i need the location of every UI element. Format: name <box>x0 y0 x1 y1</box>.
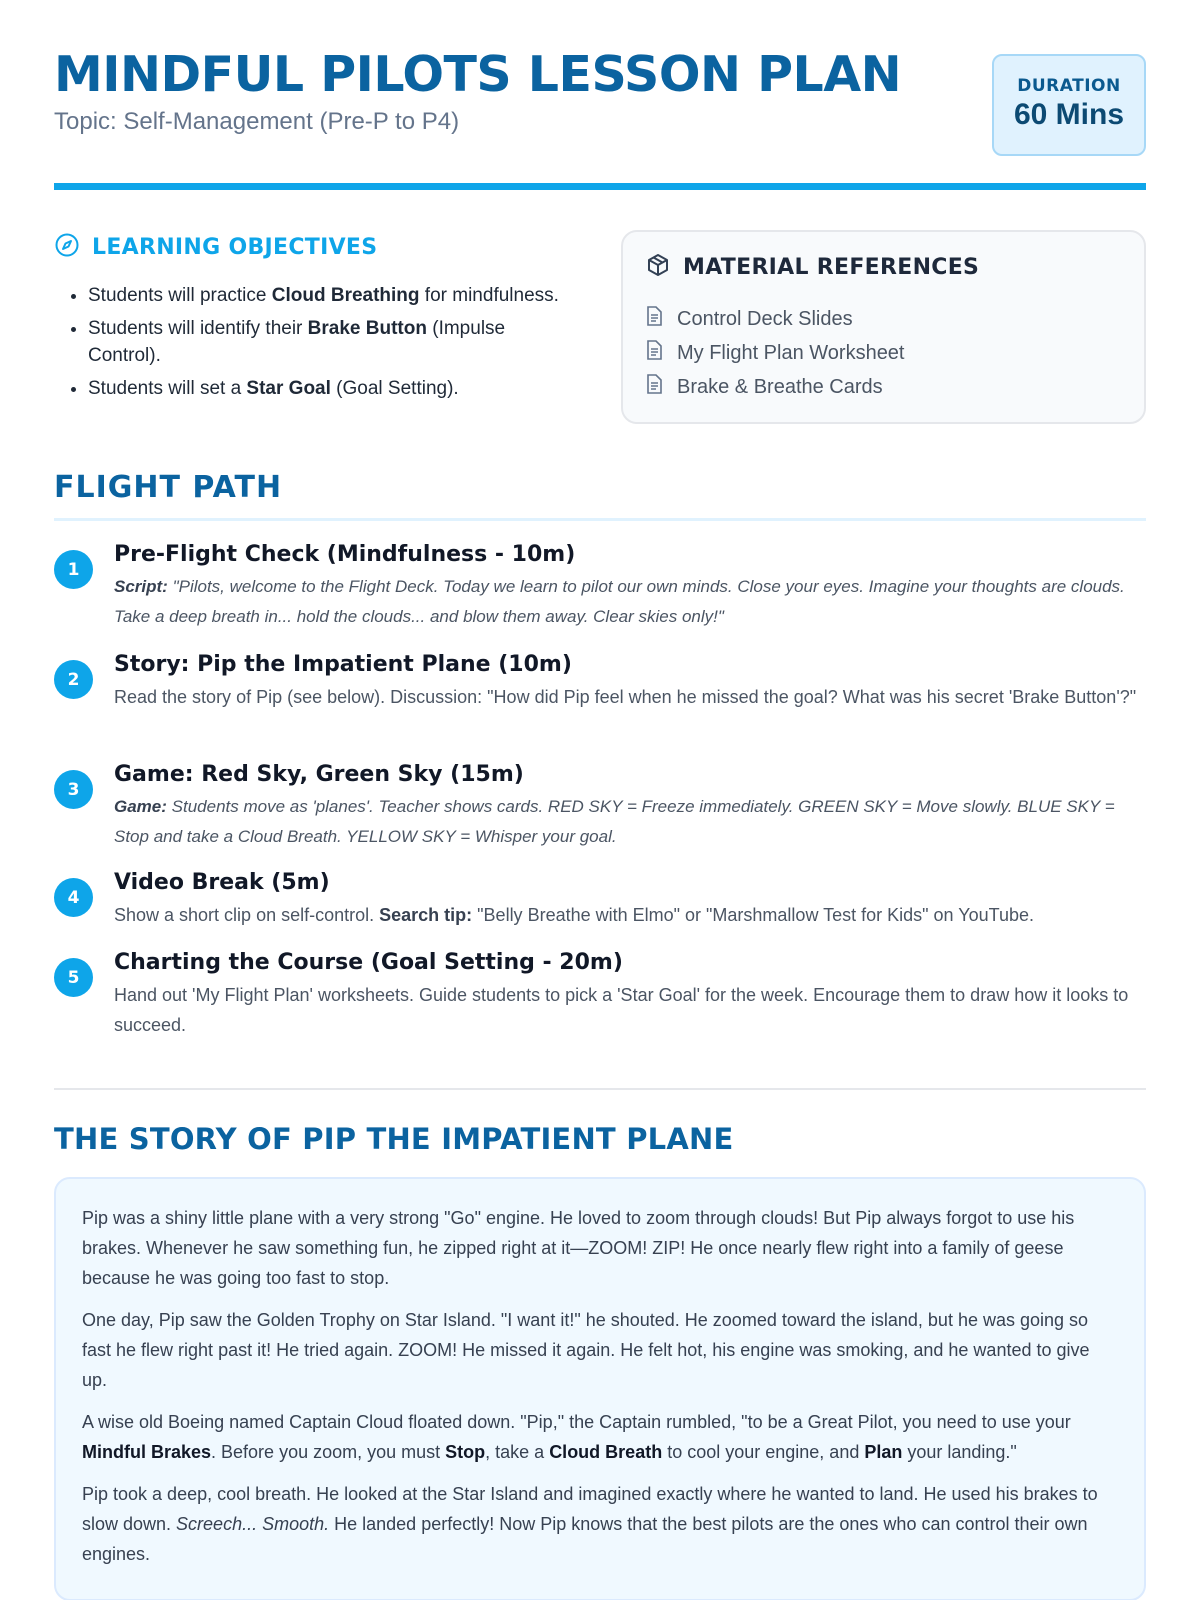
material-item <box>645 370 1122 404</box>
objective-text: Students will practice <box>88 285 272 306</box>
story-emphasis: Screech... Smooth. <box>176 1514 330 1534</box>
step-title: Charting the Course (Goal Setting - 20m) <box>114 950 623 975</box>
material-link[interactable]: Brake & Breathe Cards <box>677 375 883 398</box>
objective-item <box>88 375 574 402</box>
compass-icon <box>54 232 80 262</box>
story-paragraph <box>82 1407 1118 1467</box>
header <box>54 48 1146 158</box>
step-body <box>114 868 1146 930</box>
story-text: your landing." <box>902 1442 1017 1462</box>
box-icon <box>645 252 671 282</box>
material-item <box>645 336 1122 370</box>
duration-value: 60 Mins <box>1013 98 1125 131</box>
step-description <box>114 572 1146 632</box>
story-text: Pip took a deep, cool breath. He looked at the Star Island and imagined exactly where he wanted to land. He used his brakes to slow down. <box>82 1484 1098 1534</box>
materials-heading-row <box>645 252 1122 282</box>
objective-text: Students will set a <box>88 378 247 399</box>
step-text: Show a short clip on self-control. <box>114 905 380 925</box>
flight-step <box>54 868 1146 930</box>
story-paragraph <box>82 1479 1118 1569</box>
objective-keyword: Cloud Breathing <box>271 285 420 306</box>
story-box <box>54 1177 1146 1600</box>
document-icon <box>645 374 663 400</box>
step-number: 2 <box>54 660 93 699</box>
section-divider <box>54 1088 1146 1090</box>
objective-text: (Goal Setting). <box>330 378 459 399</box>
objective-text: for mindfulness. <box>419 285 559 306</box>
learning-objectives-section <box>54 232 574 408</box>
step-text: "Belly Breathe with Elmo" or "Marshmallow Test for Kids" on YouTube. <box>472 905 1034 925</box>
objective-item <box>88 315 574 369</box>
step-title: Video Break (5m) <box>114 870 330 895</box>
flight-path-heading: FLIGHT PATH <box>54 470 283 505</box>
step-text: Read the story of Pip (see below). Discussion: "How did Pip feel when he missed the goal? What was his secret 'Brake Button'?" <box>114 687 1137 707</box>
materials-heading: MATERIAL REFERENCES <box>683 254 980 280</box>
step-body <box>114 650 1146 712</box>
step-text: Students move as 'planes'. Teacher shows cards. RED SKY = Freeze immediately. GREEN SKY = Move slowly. BLUE SKY = Stop and take a Cloud Breath. YELLOW SKY = Whisper your goal. <box>114 797 1115 846</box>
story-text: . Before you zoom, you must <box>211 1442 446 1462</box>
story-keyword: Cloud Breath <box>549 1442 663 1462</box>
step-body <box>114 760 1146 852</box>
step-number: 5 <box>54 958 93 997</box>
step-description <box>114 900 1146 930</box>
duration-badge <box>992 54 1146 156</box>
objective-text: Students will identify their <box>88 318 308 339</box>
step-label: Game: <box>114 797 167 816</box>
material-item <box>645 302 1122 336</box>
material-link[interactable]: My Flight Plan Worksheet <box>677 341 905 364</box>
objective-keyword: Brake Button <box>307 318 427 339</box>
story-paragraph: Pip was a shiny little plane with a very strong "Go" engine. He loved to zoom through clouds! But Pip always forgot to use his brakes. Whenever he saw something fun, he zipped right at it—ZOOM! ZIP! He once nearly flew right into a family of geese because he was going too fast to stop. <box>82 1208 1075 1288</box>
step-body <box>114 540 1146 632</box>
story-text: , take a <box>485 1442 550 1462</box>
step-description <box>114 792 1146 852</box>
flight-step <box>54 540 1146 632</box>
page-title: MINDFUL PILOTS LESSON PLAN <box>54 46 902 103</box>
step-body <box>114 948 1146 1040</box>
step-description <box>114 682 1146 712</box>
step-number: 3 <box>54 770 93 809</box>
step-title: Story: Pip the Impatient Plane (10m) <box>114 652 572 677</box>
story-text: to cool your engine, and <box>662 1442 865 1462</box>
step-title: Pre-Flight Check (Mindfulness - 10m) <box>114 542 576 567</box>
step-text: Hand out 'My Flight Plan' worksheets. Guide students to pick a 'Star Goal' for the week. Encourage them to draw how it looks to succeed. <box>114 985 1129 1035</box>
step-number: 4 <box>54 878 93 917</box>
step-number: 1 <box>54 550 93 589</box>
document-icon <box>645 340 663 366</box>
story-text: A wise old Boeing named Captain Cloud floated down. "Pip," the Captain rumbled, "to be a Great Pilot, you need to use your <box>82 1412 1071 1432</box>
step-label: Search tip: <box>379 905 473 925</box>
material-references-card <box>621 230 1146 424</box>
step-description <box>114 980 1146 1040</box>
document-icon <box>645 306 663 332</box>
flight-step <box>54 760 1146 852</box>
material-link[interactable]: Control Deck Slides <box>677 307 853 330</box>
objectives-heading-row <box>54 232 574 262</box>
flight-path-divider <box>54 518 1146 521</box>
story-keyword: Stop <box>445 1442 486 1462</box>
materials-list <box>645 302 1122 404</box>
objective-item <box>88 282 574 309</box>
story-paragraph: One day, Pip saw the Golden Trophy on Star Island. "I want it!" he shouted. He zoomed toward the island, but he was going so fast he flew right past it! He tried again. ZOOM! He missed it again. He felt hot, his engine was smoking, and he wanted to give up. <box>82 1310 1090 1390</box>
step-text: "Pilots, welcome to the Flight Deck. Today we learn to pilot our own minds. Close your eyes. Imagine your thoughts are clouds. Take a deep breath in... hold the clouds... and blow them away. Clear skies only!" <box>114 577 1125 626</box>
flight-step <box>54 650 1146 712</box>
flight-step <box>54 948 1146 1040</box>
story-keyword: Plan <box>864 1442 903 1462</box>
story-keyword: Mindful Brakes <box>82 1442 212 1462</box>
objectives-list <box>54 282 574 402</box>
story-heading: THE STORY OF PIP THE IMPATIENT PLANE <box>54 1122 734 1156</box>
objectives-heading: LEARNING OBJECTIVES <box>92 234 378 260</box>
story-text: He landed perfectly! Now Pip knows that the best pilots are the ones who can control their own engines. <box>82 1514 1088 1564</box>
step-title: Game: Red Sky, Green Sky (15m) <box>114 762 524 787</box>
duration-label: DURATION <box>1017 76 1121 96</box>
header-divider <box>54 183 1146 190</box>
page-subtitle: Topic: Self-Management (Pre-P to P4) <box>54 107 460 135</box>
step-label: Script: <box>114 577 168 596</box>
objective-keyword: Star Goal <box>246 378 331 399</box>
objective-text: (Impulse Control). <box>88 318 506 366</box>
